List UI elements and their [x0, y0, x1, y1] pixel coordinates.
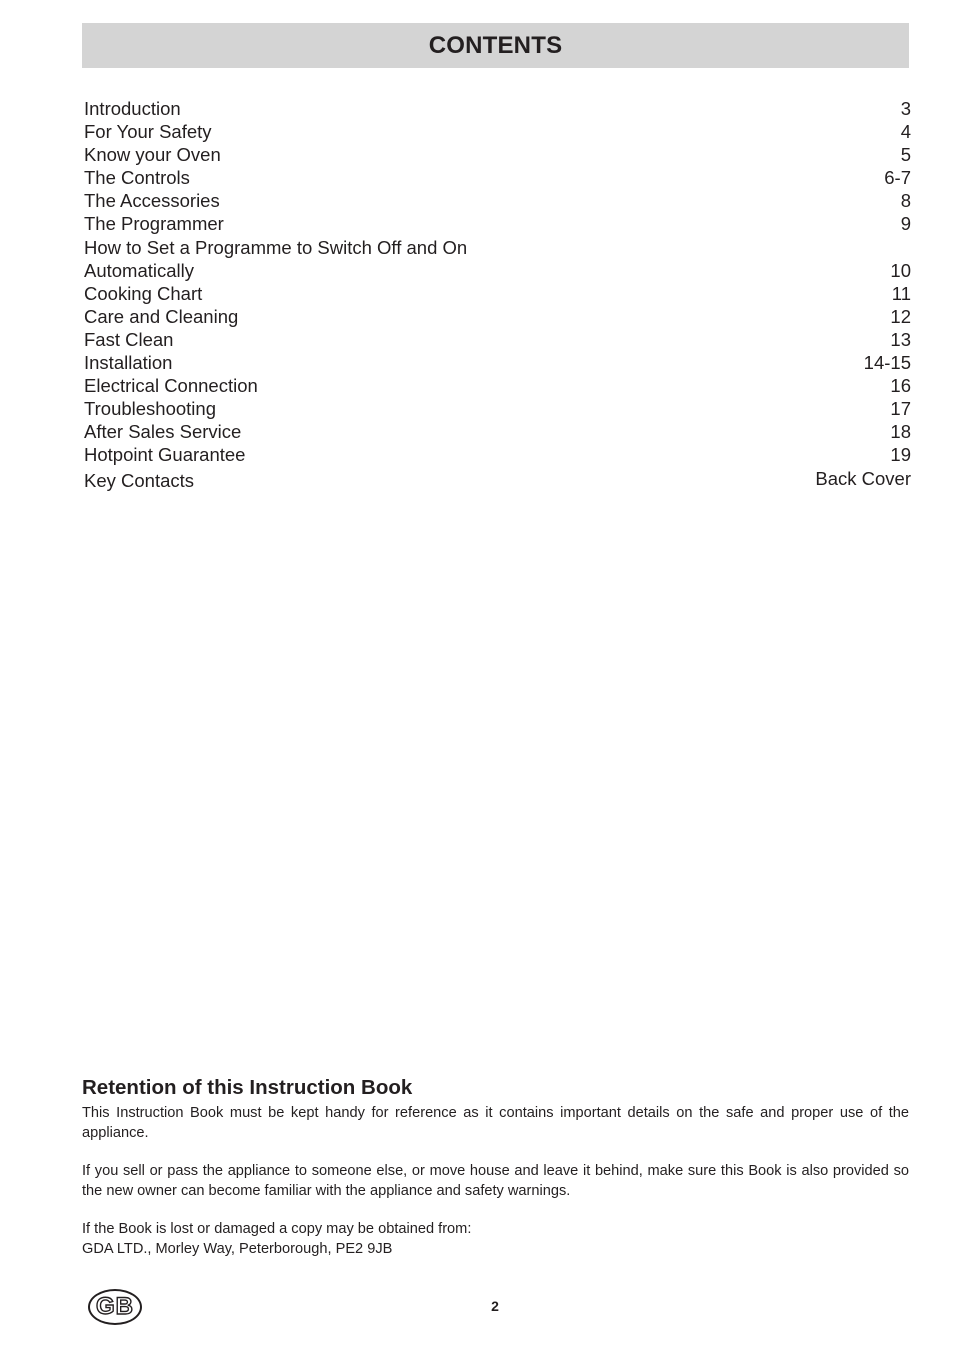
retention-address: GDA LTD., Morley Way, Peterborough, PE2 9JB: [82, 1240, 393, 1257]
toc-entry-title: The Controls: [84, 167, 190, 189]
toc-entry[interactable]: [84, 305, 911, 328]
toc-entry-page: 18: [890, 421, 911, 443]
toc-entry-title: Cooking Chart: [84, 282, 203, 304]
toc-entry[interactable]: [84, 120, 911, 143]
toc-entry[interactable]: [84, 420, 911, 443]
toc-entry-title: Hotpoint Guarantee: [84, 444, 246, 466]
toc-entry-page: 19: [890, 444, 911, 466]
toc-entry-title: Introduction: [84, 98, 181, 119]
toc-entry-page: 11: [891, 282, 911, 304]
toc-entry-page: 10: [890, 259, 911, 281]
toc-entry[interactable]: [84, 374, 911, 397]
country-badge: GB: [88, 1289, 142, 1325]
toc-entry-page: 13: [890, 328, 911, 350]
toc-entry-title: Fast Clean: [84, 328, 174, 350]
toc-entry[interactable]: [84, 97, 911, 120]
toc-entry[interactable]: [84, 189, 911, 212]
toc-entry-page: 8: [900, 190, 911, 212]
toc-entry-title: For Your Safety: [84, 121, 212, 143]
toc-entry-title: Automatically: [84, 259, 195, 281]
toc-entry-title: Troubleshooting: [84, 398, 216, 420]
toc-entry-page: 5: [900, 144, 911, 166]
toc-entry-page: 16: [890, 375, 911, 397]
toc-entry-page: 3: [900, 98, 911, 119]
toc-entry-page: 12: [890, 305, 911, 327]
toc-entry-page: 6-7: [884, 167, 911, 189]
toc-entry[interactable]: [84, 351, 911, 374]
retention-paragraph: If you sell or pass the appliance to someone else, or move house and leave it behind, make sure this Book is also provided so the new owner can become familiar with the appliance and safety warnings.: [82, 1163, 909, 1199]
contents-title-bar: [82, 23, 909, 68]
toc-entry-title: The Programmer: [84, 213, 224, 235]
toc-entry-page: 17: [890, 398, 911, 420]
toc-entry-title: Installation: [84, 352, 173, 374]
toc-entry-page: Back Cover: [815, 467, 911, 489]
retention-paragraph: [82, 1220, 909, 1259]
retention-copy-line: If the Book is lost or damaged a copy may be obtained from:: [82, 1221, 472, 1237]
contents-title: CONTENTS: [428, 31, 563, 59]
toc-entry[interactable]: [84, 143, 911, 166]
toc-entry-page: 14-15: [863, 352, 911, 374]
toc-entry[interactable]: [84, 259, 911, 282]
toc-entry-page: 9: [900, 213, 911, 235]
toc-entry[interactable]: [84, 443, 911, 466]
toc-entry-title: The Accessories: [84, 190, 220, 212]
toc-entry-title: After Sales Service: [84, 421, 242, 443]
toc-entry[interactable]: [84, 469, 911, 492]
toc-entry[interactable]: [84, 397, 911, 420]
toc-entry-title: Key Contacts: [84, 469, 195, 491]
toc-entry[interactable]: [84, 236, 911, 259]
page-number: 2: [491, 1298, 499, 1314]
toc-entry-title: Know your Oven: [84, 144, 221, 166]
toc-entry-title: Electrical Connection: [84, 375, 258, 397]
retention-paragraph: This Instruction Book must be kept handy for reference as it contains important details on the safe and proper use of the appliance.: [82, 1105, 909, 1141]
retention-heading: Retention of this Instruction Book: [82, 1076, 413, 1099]
toc-entry-page: 4: [900, 121, 911, 143]
retention-section: [82, 1075, 909, 1259]
toc-entry[interactable]: [84, 328, 911, 351]
toc-entry-title: How to Set a Programme to Switch Off and On: [84, 236, 468, 258]
toc-entry[interactable]: [84, 282, 911, 305]
toc-entry-title: Care and Cleaning: [84, 305, 239, 327]
toc-entry[interactable]: [84, 212, 911, 235]
toc-entry[interactable]: [84, 166, 911, 189]
table-of-contents: [84, 97, 911, 492]
